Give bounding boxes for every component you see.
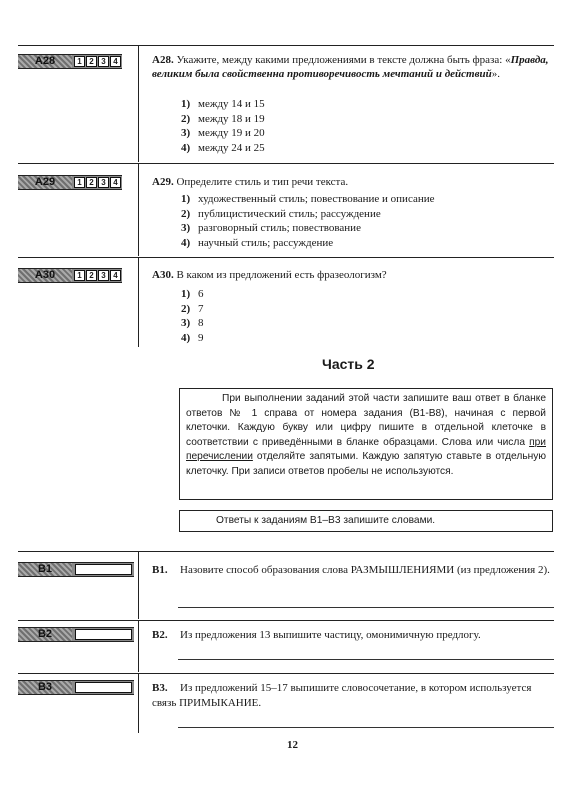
options-a28 xyxy=(181,97,265,155)
option-4: 4) научный стиль; рассуждение xyxy=(181,236,334,249)
answer-blank xyxy=(75,629,132,640)
answer-note: Ответы к заданиям В1–В3 запишите словами. xyxy=(216,515,436,526)
marker-code: A29 xyxy=(18,176,72,189)
question-text: Из предложений 15–17 выпишите словосочетание, в котором используется связь ПРИМЫКАНИЕ. xyxy=(152,682,532,709)
answer-blank xyxy=(75,564,132,575)
answer-line xyxy=(178,607,554,608)
part-title: Часть 2 xyxy=(322,356,375,372)
answer-marker-a30 xyxy=(18,268,122,283)
question-text: В каком из предложений есть фразеологизм? xyxy=(176,269,387,281)
question-text-end: ». xyxy=(491,68,501,80)
question-b3 xyxy=(152,681,554,710)
question-number: A29. xyxy=(152,176,174,188)
separator-line xyxy=(18,257,554,258)
separator-line xyxy=(138,163,139,256)
question-number: A28. xyxy=(152,54,174,66)
choice-box-1: 1 xyxy=(74,270,85,281)
instructions-box xyxy=(179,388,553,500)
choice-box-4: 4 xyxy=(110,177,121,188)
question-a28 xyxy=(152,53,552,81)
answer-blank xyxy=(75,682,132,693)
separator-line xyxy=(18,45,554,46)
question-number: B3. xyxy=(152,682,168,694)
choice-box-3: 3 xyxy=(98,270,109,281)
question-b1 xyxy=(152,563,554,578)
marker-code: A28 xyxy=(18,55,72,68)
option-4: 4) 9 xyxy=(181,331,204,344)
answer-choice-boxes xyxy=(74,56,122,67)
marker-code: A30 xyxy=(18,269,72,282)
choice-box-1: 1 xyxy=(74,56,85,67)
question-quote: Правда, великим была свойственна противоречивость мечтаний и действий xyxy=(152,54,549,80)
option-1: 1) 6 xyxy=(181,288,204,300)
choice-box-3: 3 xyxy=(98,177,109,188)
instructions-text: При выполнении заданий этой части запишите ваш ответ в бланке ответов № 1 справа от номера задания (В1-В8), начиная с первой клеточки. Каждую букву или цифру пишите в отдельной клеточке в соответствии с приведёнными в бланке образцами. Слова или числа xyxy=(186,393,546,448)
question-a29 xyxy=(152,175,552,189)
option-3: 3) между 19 и 20 xyxy=(181,127,265,139)
separator-line xyxy=(138,620,139,672)
question-a30 xyxy=(152,268,552,282)
option-3: 3) разговорный стиль; повествование xyxy=(181,222,361,234)
answer-marker-a28 xyxy=(18,54,122,69)
answer-marker-b1 xyxy=(18,562,134,577)
answer-marker-b2 xyxy=(18,627,134,642)
marker-code: B1 xyxy=(18,563,72,576)
choice-box-2: 2 xyxy=(86,270,97,281)
option-2: 2) 7 xyxy=(181,302,204,315)
marker-code: B2 xyxy=(18,628,72,641)
answer-note-box xyxy=(179,510,553,532)
separator-line xyxy=(18,163,554,164)
choice-box-4: 4 xyxy=(110,56,121,67)
choice-box-2: 2 xyxy=(86,177,97,188)
question-number: A30. xyxy=(152,269,174,281)
choice-box-4: 4 xyxy=(110,270,121,281)
option-4: 4) между 24 и 25 xyxy=(181,141,265,154)
separator-line xyxy=(138,673,139,733)
question-text: Определите стиль и тип речи текста. xyxy=(176,176,349,188)
option-3: 3) 8 xyxy=(181,317,204,329)
question-text: Назовите способ образования слова РАЗМЫШЛЕНИЯМИ (из предложения 2). xyxy=(180,564,550,576)
option-1: 1) художественный стиль; повествование и описание xyxy=(181,193,435,205)
separator-line xyxy=(18,551,554,552)
answer-line xyxy=(178,659,554,660)
choice-box-1: 1 xyxy=(74,177,85,188)
option-2: 2) между 18 и 19 xyxy=(181,112,265,125)
instructions-underlined: при перечислении xyxy=(186,436,546,463)
separator-line xyxy=(138,257,139,347)
question-text: Укажите, между какими предложениями в тексте должна быть фраза: « xyxy=(176,54,511,66)
answer-choice-boxes xyxy=(74,270,122,281)
separator-line xyxy=(138,551,139,619)
choice-box-2: 2 xyxy=(86,56,97,67)
question-text: Из предложения 13 выпишите частицу, омонимичную предлогу. xyxy=(180,629,481,641)
option-1: 1) между 14 и 15 xyxy=(181,98,265,110)
options-a30 xyxy=(181,287,204,345)
choice-box-3: 3 xyxy=(98,56,109,67)
answer-choice-boxes xyxy=(74,177,122,188)
answer-line xyxy=(178,727,554,728)
marker-code: B3 xyxy=(18,681,72,694)
answer-marker-a29 xyxy=(18,175,122,190)
answer-marker-b3 xyxy=(18,680,134,695)
separator-line xyxy=(138,45,139,162)
options-a29 xyxy=(181,192,435,250)
instructions-text-end: отделяйте запятыми. Каждую запятую ставьте в отдельную клеточку. При записи ответов пробелы не используются. xyxy=(186,451,546,477)
question-number: B2. xyxy=(152,629,168,641)
option-2: 2) публицистический стиль; рассуждение xyxy=(181,207,381,220)
separator-line xyxy=(18,620,554,621)
question-number: B1. xyxy=(152,564,168,576)
page-number: 12 xyxy=(287,739,298,751)
question-b2 xyxy=(152,628,554,643)
separator-line xyxy=(18,673,554,674)
